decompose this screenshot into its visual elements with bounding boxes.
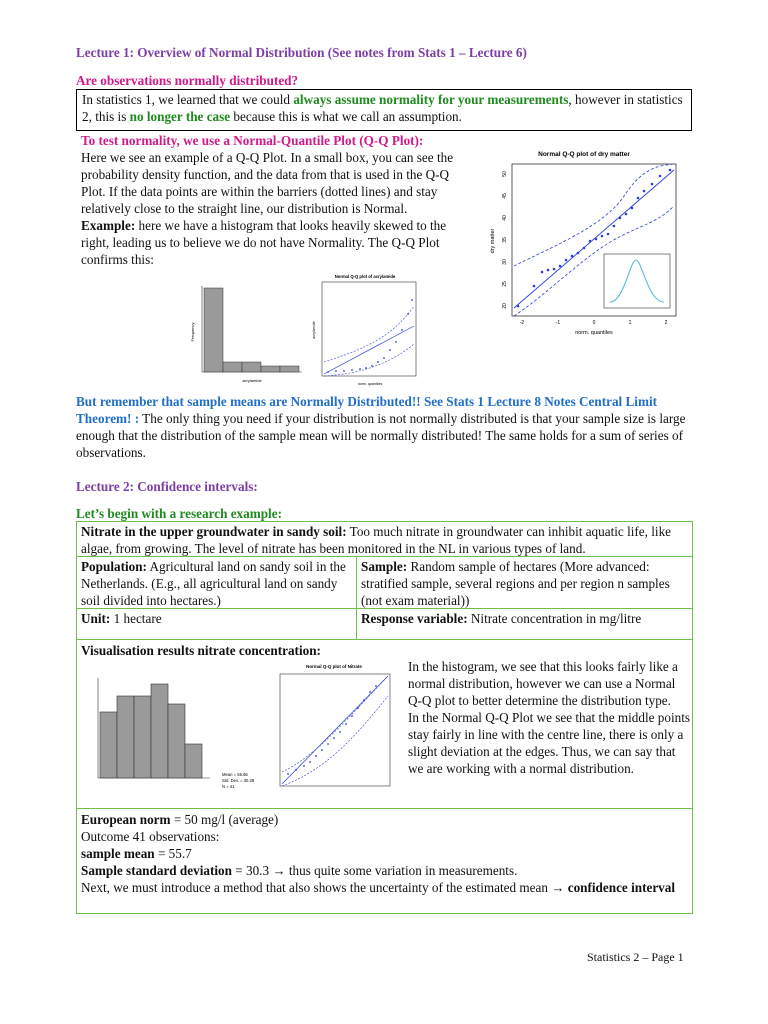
plot1-xtick: 0	[592, 320, 596, 326]
plot2-xlabel: norm. quantiles	[357, 382, 383, 386]
plot1-xtick: -2	[519, 320, 525, 326]
histogram-bars	[204, 288, 299, 372]
lecture2-title: Lecture 2: Confidence intervals:	[76, 479, 258, 494]
nitrate-stats	[222, 772, 255, 789]
plot1-ytick: 20	[502, 303, 508, 309]
intro-text: In statistics 1, we learned that we could always assume normality for your measurements, however in statistics 2, this is no longer the case because this is what we call an assumption.	[82, 92, 683, 124]
qq-plot-acrylamide	[310, 270, 420, 388]
histogram-nitrate	[86, 668, 266, 806]
question-heading: Are observations normally distributed?	[76, 73, 299, 88]
plot1-ytick: 25	[502, 281, 508, 287]
lecture1-title: Lecture 1: Overview of Normal Distribution (See notes from Stats 1 – Lecture 6)	[76, 45, 527, 60]
plot1-xtick: -1	[555, 320, 561, 326]
plot1-ytick: 45	[502, 193, 508, 199]
nitrate-stat: Std. Dev. = 30.28	[222, 778, 255, 783]
plot1-xtick: 1	[628, 320, 632, 326]
plot1-xlabel: norm. quantiles	[575, 330, 613, 336]
intro-box	[76, 89, 692, 131]
research-example-heading: Let’s begin with a research example:	[76, 506, 282, 521]
table-cell-unit: Unit: 1 hectare	[81, 611, 162, 626]
qq-plot-dry-matter	[484, 136, 684, 341]
plot1-density-inset	[604, 254, 670, 308]
plot1-ylabel: dry matter	[490, 228, 496, 254]
plot1-title: Normal Q-Q plot of dry matter	[538, 151, 630, 158]
hist1-ylabel: Frequency	[190, 322, 195, 342]
nitrate-histogram-bars	[100, 684, 202, 778]
plot2-ylabel: acrylamide	[312, 321, 316, 339]
qq-heading: To test normality, we use a Normal-Quantile Plot (Q-Q Plot):	[81, 133, 424, 148]
plot1-ytick: 50	[502, 171, 508, 177]
visualisation-heading: Visualisation results nitrate concentration:	[81, 643, 321, 658]
page-footer: Statistics 2 – Page 1	[587, 950, 684, 964]
table-cell-population: Population: Agricultural land on sandy soil in the Netherlands. (E.g., all agricultural land on sandy soil divided into hectares.)	[81, 559, 346, 608]
plot1-ytick: 30	[502, 259, 508, 265]
clt-paragraph: But remember that sample means are Normally Distributed!! See Stats 1 Lecture 8 Notes Central Limit Theorem! : The only thing you need if your distribution is not normally distributed is that your sample size is large enough that the distribution of the sample mean will be normally distributed! The same holds for a sum of series of observations.	[76, 394, 686, 460]
qq-plot-nitrate	[266, 660, 396, 800]
plot2-title: Normal Q-Q plot of acrylamide	[334, 274, 396, 279]
plot3-title: Normal Q-Q plot of Nitrate	[306, 664, 362, 669]
table-cell-response: Response variable: Nitrate concentration in mg/litre	[361, 611, 642, 626]
nitrate-stat: Mean = 55.66	[222, 772, 248, 777]
table-cell-sample: Sample: Random sample of hectares (More advanced: stratified sample, several regions and per region n samples (not exam material))	[361, 559, 670, 608]
visualisation-description: In the histogram, we see that this looks fairly like a normal distribution, however we can use a Normal Q-Q plot to better determine the distribution type. In the Normal Q-Q Plot we see that the middle points stay fairly in line with the centre line, there is only a slight deviation at the edges. Thus, we can say that we are working with a normal distribution.	[408, 659, 691, 776]
results-summary: European norm = 50 mg/l (average) Outcome 41 observations: sample mean = 55.7 Sample standard deviation = 30.3 → thus quite some variation in measurements. Next, we must introduce a method that also shows the uncertainty of the estimated mean → confidence interval	[81, 812, 676, 895]
qq-description: Here we see an example of a Q-Q Plot. In a small box, you can see the probability density function, and the data from that is used in the Q-Q Plot. If the data points are within the barriers (dotted lines) and stay relatively close to the straight line, our distribution is Normal. Example: here we have a histogram that looks heavily skewed to the right, leading us to believe we do not have Normality. The Q-Q Plot confirms this:	[81, 150, 454, 267]
plot1-xtick: 2	[664, 320, 668, 326]
nitrate-stat: N = 41	[222, 784, 235, 789]
plot1-ytick: 35	[502, 237, 508, 243]
table-row-topic: Nitrate in the upper groundwater in sandy soil: Too much nitrate in groundwater can inhibit aquatic life, like algae, from growing. The level of nitrate has been monitored in the NL in various types of land.	[81, 524, 672, 556]
histogram-acrylamide	[188, 282, 308, 384]
hist1-xlabel: acrylamide	[242, 378, 262, 383]
plot1-ytick: 40	[502, 215, 508, 221]
plot2-points	[327, 299, 413, 373]
